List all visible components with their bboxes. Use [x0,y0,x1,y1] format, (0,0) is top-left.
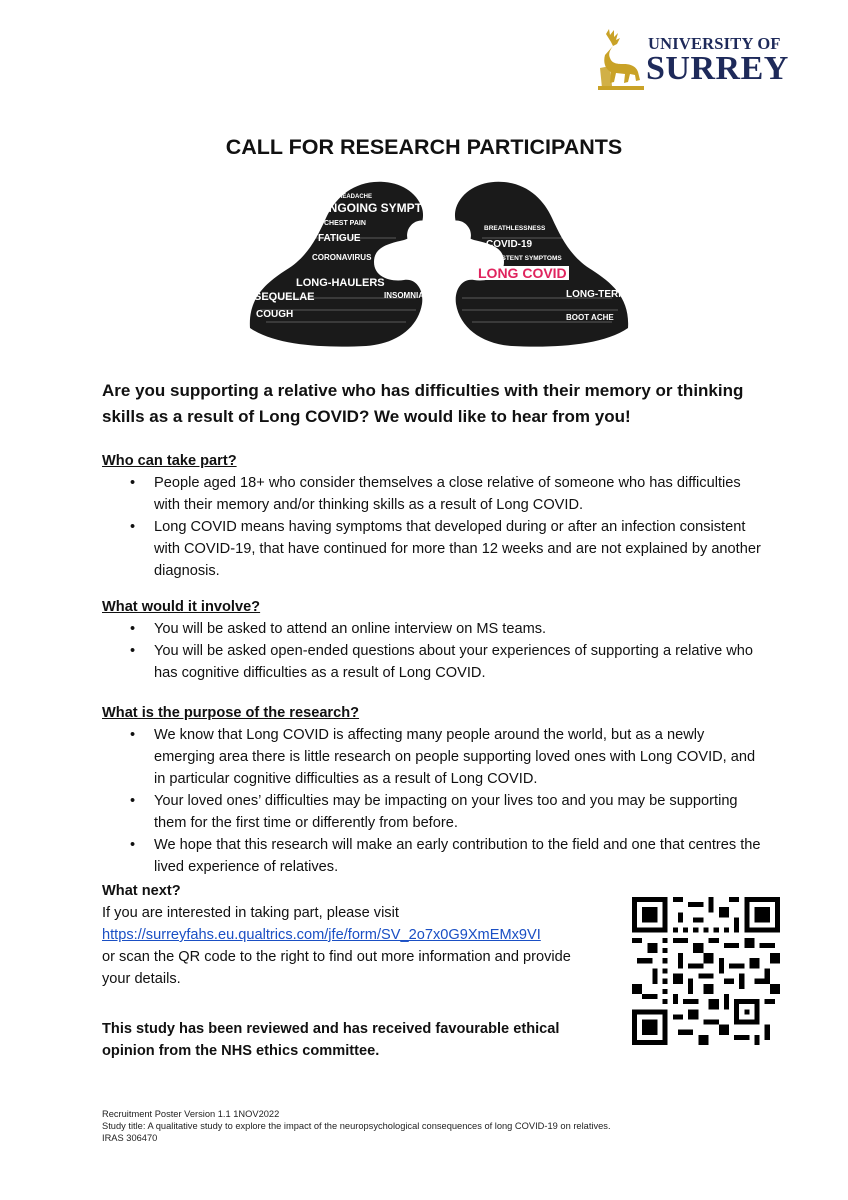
word-headache: HEADACHE [338,194,373,200]
word-coronavirus: CORONAVIRUS [312,253,372,262]
stag-crest-icon [596,28,646,92]
list-item: • Long COVID means having symptoms that developed during or after an infection consistent with COVID-19, that have continued for more than 12 weeks and are not explained by another diagnosis. [102,516,762,582]
list-item: • You will be asked open-ended questions about your experiences of supporting a relative who has cognitive difficulties as a result of Long COVID. [102,640,762,684]
word-covid-19: COVID-19 [486,239,533,250]
list-item: • Your loved ones’ difficulties may be impacting on your lives too and you may be supporting them for the first time or differently from before. [102,790,762,834]
section-what-would-it-involve [102,596,762,684]
word-chest-pain: CHEST PAIN [324,220,366,227]
next-text-after: or scan the QR code to the right to find out more information and provide your details. [102,949,571,987]
list-item: • We know that Long COVID is affecting many people around the world, but as a newly emerging area there is little research on people supporting loved ones with Long COVID, and in particular cognitive difficulties as a result of Long COVID. [102,724,762,790]
section-who-can-take-part [102,450,762,582]
word-persistent-symptoms: PERSISTENT SYMPTOMS [482,255,562,262]
qr-code-icon[interactable] [632,897,780,1045]
logo-text-university-of: UNIVERSITY OF [648,34,781,53]
word-long-haulers: LONG-HAULERS [296,277,385,289]
next-text-before: If you are interested in taking part, please visit [102,905,399,921]
section-heading: What would it involve? [102,599,261,615]
section-heading: Who can take part? [102,453,237,469]
lead-question: Are you supporting a relative who has difficulties with their memory or thinking skills as a result of Long COVID? We would like to hear from you! [102,381,744,426]
section-heading: What next? [102,883,181,899]
list-item: • We hope that this research will make an early contribution to the field and one that centres the lived experience of relatives. [102,834,762,878]
page-title: CALL FOR RESEARCH PARTICIPANTS [225,135,623,159]
word-fatigue: FATIGUE [318,233,361,244]
word-breathlessness: BREATHLESSNESS [484,225,546,232]
footer-version: Recruitment Poster Version 1.1 1NOV2022 [102,1109,280,1119]
footer [102,1108,611,1144]
word-boot-ache: BOOT ACHE [566,313,614,322]
word-ongoing-symptoms: UNGOING SYMPTOMS [320,201,450,215]
word-long-term: LONG-TERM [566,289,627,300]
list-item: • You will be asked to attend an online interview on MS teams. [102,618,762,640]
section-heading: What is the purpose of the research? [102,705,360,721]
bullet-list [102,618,762,684]
section-what-next [102,880,602,990]
section-purpose-of-research [102,702,762,878]
word-insomnia: INSOMNIA [384,291,424,300]
survey-link[interactable]: https://surreyfahs.eu.qualtrics.com/jfe/form/SV_2o7x0G9XmEMx9VI [102,927,541,943]
ethics-statement: This study has been reviewed and has received favourable ethical opinion from the NHS ethics committee. [102,1021,560,1059]
bullet-list [102,724,762,878]
word-cough: COUGH [256,309,294,320]
footer-study-title: Study title: A qualitative study to explore the impact of the neuropsychological consequences of long COVID-19 on relatives. [102,1121,611,1131]
word-sequelae: SEQUELAE [254,291,315,303]
word-long-covid: LONG COVID [478,265,567,281]
footer-iras: IRAS 306470 [102,1133,158,1143]
list-item: • People aged 18+ who consider themselves a close relative of someone who has difficulties with their memory and/or thinking skills as a result of Long COVID. [102,472,762,516]
word-cloud-words [246,178,632,350]
bullet-list [102,472,762,582]
university-logo [596,28,806,94]
logo-text-surrey: SURREY [646,50,789,87]
